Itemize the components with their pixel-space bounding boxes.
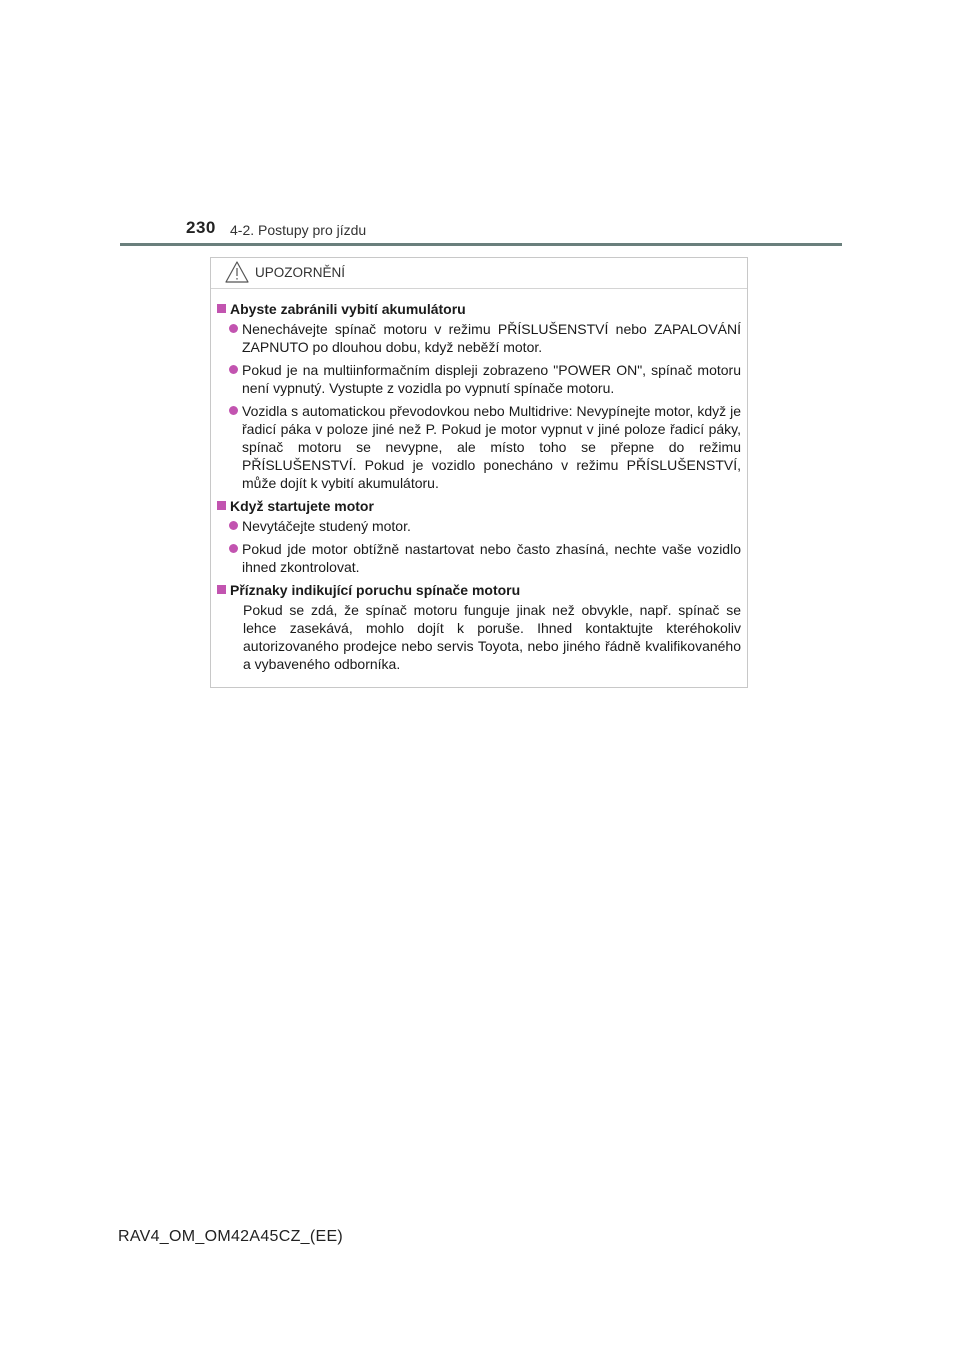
section-heading-text: Když startujete motor bbox=[230, 498, 374, 514]
circle-bullet-icon bbox=[229, 324, 238, 333]
list-item-text: Pokud jde motor obtížně nastartovat nebo často zhasíná, nechte vaše vozidlo ihned zkontrolovat. bbox=[242, 541, 741, 575]
section-heading-text: Příznaky indikující poruchu spínače motoru bbox=[230, 582, 521, 598]
circle-bullet-icon bbox=[229, 521, 238, 530]
square-bullet-icon bbox=[217, 501, 226, 510]
list-item-text: Pokud je na multiinformačním displeji zobrazeno "POWER ON", spínač motoru není vypnutý. Vystupte z vozidla po vypnutí spínače motoru. bbox=[242, 362, 741, 396]
warning-section-battery bbox=[215, 300, 741, 492]
circle-bullet-icon bbox=[229, 406, 238, 415]
section-heading bbox=[215, 581, 741, 599]
section-heading bbox=[215, 497, 741, 515]
section-heading-text: Abyste zabránili vybití akumulátoru bbox=[230, 301, 466, 317]
list-item-text: Nevytáčejte studený motor. bbox=[242, 518, 411, 534]
list-item bbox=[227, 402, 741, 492]
warning-label: UPOZORNĚNÍ bbox=[255, 265, 346, 280]
circle-bullet-icon bbox=[229, 544, 238, 553]
warning-box bbox=[210, 257, 748, 688]
square-bullet-icon bbox=[217, 585, 226, 594]
header-rule bbox=[120, 243, 842, 246]
section-paragraph: Pokud se zdá, že spínač motoru funguje jinak než obvykle, např. spínač se lehce zasekává, mohlo dojít k poruše. Ihned kontaktujte kteréhokoliv autorizovaného prodejce nebo servis Toyota, nebo jiného řádně kvalifikovaného a vybaveného odborníka. bbox=[243, 602, 741, 672]
list-item bbox=[227, 361, 741, 397]
page-number: 230 bbox=[186, 218, 216, 237]
warning-section-malfunction bbox=[215, 581, 741, 673]
list-item bbox=[227, 540, 741, 576]
list-item-text: Nenechávejte spínač motoru v režimu PŘÍSLUŠENSTVÍ nebo ZAPALOVÁNÍ ZAPNUTO po dlouhou dobu, když neběží motor. bbox=[242, 321, 741, 355]
circle-bullet-icon bbox=[229, 365, 238, 374]
section-heading bbox=[215, 300, 741, 318]
warning-body bbox=[211, 289, 747, 673]
list-item bbox=[227, 517, 741, 535]
document-code: RAV4_OM_OM42A45CZ_(EE) bbox=[118, 1228, 344, 1245]
warning-triangle-icon bbox=[225, 261, 249, 283]
square-bullet-icon bbox=[217, 304, 226, 313]
warning-header bbox=[211, 258, 747, 289]
section-title: 4-2. Postupy pro jízdu bbox=[230, 222, 367, 238]
list-item bbox=[227, 320, 741, 356]
warning-section-starting bbox=[215, 497, 741, 576]
list-item-text: Vozidla s automatickou převodovkou nebo Multidrive: Nevypínejte motor, když je řadicí páka v poloze jiné než P. Pokud je motor vypnut v jiné poloze řadicí páky, spínač motoru se nevypne, ale místo toho se přepne do režimu PŘÍSLUŠENSTVÍ. Pokud je vozidlo ponecháno v režimu PŘÍSLUŠENSTVÍ, může dojít k vybití akumulátoru. bbox=[242, 403, 741, 491]
